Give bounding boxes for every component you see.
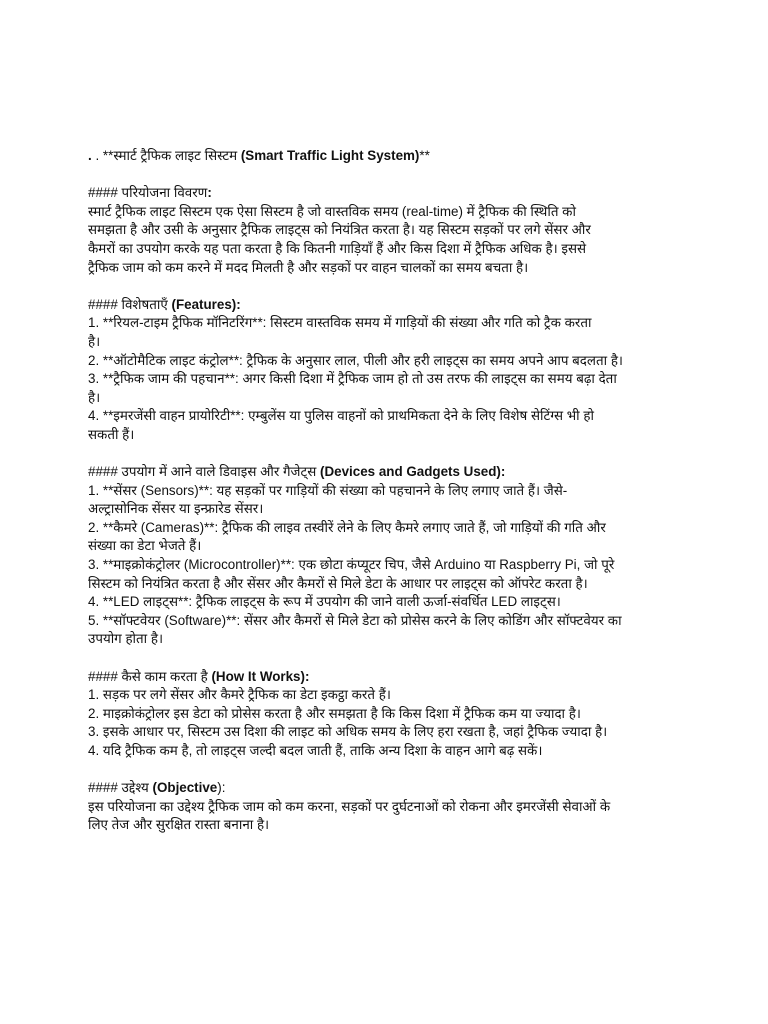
devices-line: 4. **LED लाइट्स**: ट्रैफिक लाइट्स के रूप में उपयोग की जाने वाली ऊर्जा-संवर्धित LED लाइट्स। — [88, 594, 561, 610]
spacer — [88, 166, 688, 185]
spacer — [88, 649, 688, 668]
spacer — [88, 277, 688, 296]
devices-line: 1. **सेंसर (Sensors)**: यह सड़कों पर गाड़ियों की संख्या को पहचानने के लिए लगाए जाते हैं। जैसे- — [88, 482, 568, 498]
how-it-works-line: 2. माइक्रोकंट्रोलर इस डेटा को प्रोसेस करता है और समझता है कि किस दिशा में ट्रैफिक कम या ज्यादा है। — [88, 705, 581, 721]
devices-line: सिस्टम को नियंत्रित करता है और सेंसर और कैमरों से मिले डेटा के आधार पर लाइट्स को ऑपरेट करता है। — [88, 575, 588, 591]
spacer — [88, 761, 688, 780]
features-heading — [88, 296, 688, 315]
how-it-works-line: 1. सड़क पर लगे सेंसर और कैमरे ट्रैफिक का डेटा इकट्ठा करते हैं। — [88, 687, 391, 703]
overview-heading — [88, 184, 688, 203]
features-line: 4. **इमरजेंसी वाहन प्रायोरिटी**: एम्बुलेंस या पुलिस वाहनों को प्राथमिकता देने के लिए विशेष सेटिंग्स भी हो — [88, 408, 594, 424]
devices-line: उपयोग होता है। — [88, 631, 164, 647]
features-heading-english: (Features): — [171, 296, 241, 312]
title-suffix: ** — [419, 148, 430, 163]
how-it-works-heading — [88, 668, 688, 687]
features-line: है। — [88, 389, 101, 405]
features-line: है। — [88, 333, 101, 349]
objective-heading-suffix: ): — [217, 780, 226, 796]
features-line: 1. **रियल-टाइम ट्रैफिक मॉनिटरिंग**: सिस्टम वास्तविक समय में गाड़ियों की संख्या और गति को ट्रैक करता — [88, 315, 592, 331]
devices-line: 3. **माइक्रोकंट्रोलर (Microcontroller)**: एक छोटा कंप्यूटर चिप, जैसे Arduino या Raspberry Pi, जो पूरे — [88, 557, 615, 573]
overview-heading-colon: : — [207, 185, 212, 201]
overview-line: समझता है और उसी के अनुसार ट्रैफिक लाइट्स को नियंत्रित करता है। यह सिस्टम सड़कों पर लगे सेंसर और — [88, 222, 591, 238]
how-it-works-heading-english: (How It Works): — [211, 668, 310, 684]
overview-line: कैमरों का उपयोग करके यह पता करता है कि कितनी गाड़ियाँ हैं और किस दिशा में ट्रैफिक अधिक है। इससे — [88, 240, 587, 256]
features-heading-text: #### विशेषताएँ — [88, 296, 172, 312]
title-dot: . — [88, 148, 96, 163]
objective-heading-text: #### उद्देश्य — [88, 780, 153, 796]
objective-heading-english: (Objective — [152, 780, 218, 796]
features-line: सकती हैं। — [88, 426, 135, 442]
how-it-works-line: 4. यदि ट्रैफिक कम है, तो लाइट्स जल्दी बदल जाती हैं, ताकि अन्य दिशा के वाहन आगे बढ़ सकें। — [88, 743, 543, 758]
devices-line: 2. **कैमरे (Cameras)**: ट्रैफिक की लाइव तस्वीरें लेने के लिए कैमरे लगाए जाते हैं, जो गाड़ियों की गति और — [88, 519, 606, 535]
objective-line: इस परियोजना का उद्देश्य ट्रैफिक जाम को कम करना, सड़कों पर दुर्घटनाओं को रोकना और इमरजेंसी सेवाओं के — [88, 798, 611, 814]
overview-line: ट्रैफिक जाम को कम करने में मदद मिलती है और सड़कों पर वाहन चालकों का समय बचता है। — [88, 259, 529, 275]
overview-heading-text: #### परियोजना विवरण — [88, 185, 208, 201]
objective-heading — [88, 779, 688, 798]
how-it-works-line: 3. इसके आधार पर, सिस्टम उस दिशा की लाइट को अधिक समय के लिए हरा रखता है, जहां ट्रैफिक ज्यादा है। — [88, 724, 608, 740]
devices-line: अल्ट्रासोनिक सेंसर या इन्फ्रारेड सेंसर। — [88, 501, 264, 517]
document-title — [88, 147, 688, 166]
devices-line: 5. **सॉफ्टवेयर (Software)**: सेंसर और कैमरों से मिले डेटा को प्रोसेस करने के लिए कोडिंग और सॉफ्टवेयर का — [88, 612, 622, 628]
devices-heading-text: #### उपयोग में आने वाले डिवाइस और गैजेट्स — [88, 464, 321, 480]
overview-line: स्मार्ट ट्रैफिक लाइट सिस्टम एक ऐसा सिस्टम है जो वास्तविक समय (real-time) में ट्रैफिक की स्थिति को — [88, 203, 576, 219]
title-english: (Smart Traffic Light System) — [240, 148, 420, 163]
spacer — [88, 445, 688, 464]
devices-line: संख्या का डेटा भेजते हैं। — [88, 538, 202, 554]
document-body — [88, 147, 688, 835]
how-it-works-heading-text: #### कैसे काम करता है — [88, 668, 212, 684]
features-line: 3. **ट्रैफिक जाम की पहचान**: अगर किसी दिशा में ट्रैफिक जाम हो तो उस तरफ की लाइट्स का समय बढ़ा देता — [88, 371, 617, 387]
features-line: 2. **ऑटोमैटिक लाइट कंट्रोल**: ट्रैफिक के अनुसार लाल, पीली और हरी लाइट्स का समय अपने आप बदलता है। — [88, 352, 623, 368]
objective-line: लिए तेज और सुरक्षित रास्ता बनाना है। — [88, 817, 270, 833]
title-hindi: . **स्मार्ट ट्रैफिक लाइट सिस्टम — [95, 148, 241, 163]
devices-heading-english: (Devices and Gadgets Used): — [320, 464, 506, 480]
devices-heading — [88, 463, 688, 482]
